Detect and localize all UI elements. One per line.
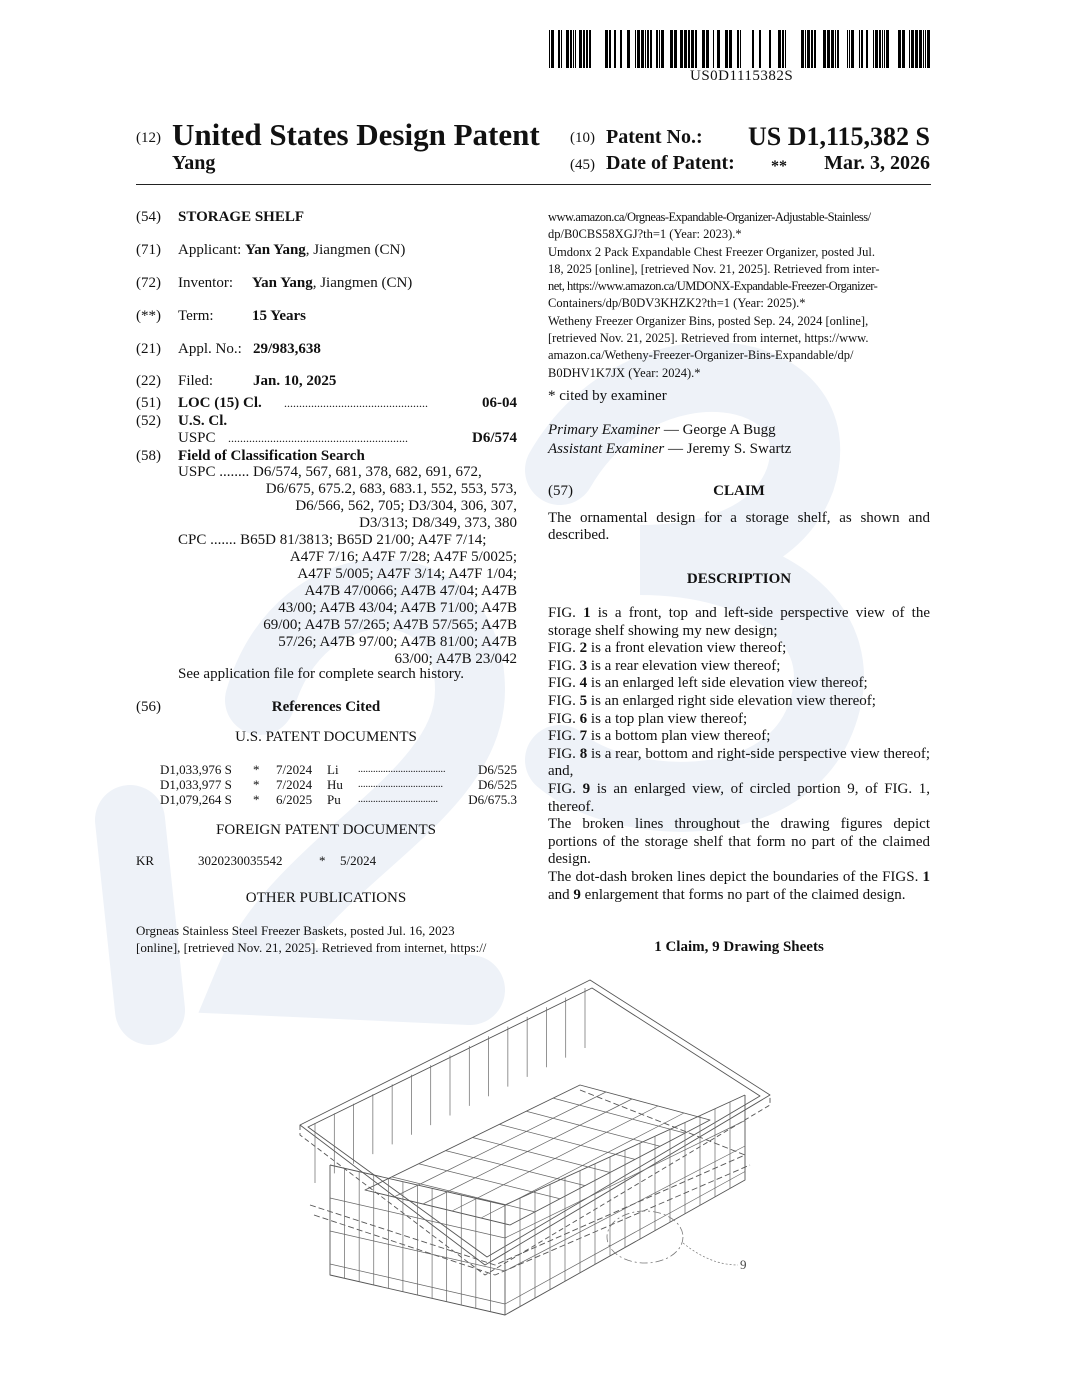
us-doc-class: D6/675.3 — [468, 792, 517, 807]
detail-circle — [607, 1211, 683, 1263]
uspc-value: D6/574 — [472, 430, 517, 446]
kind-code: (12) — [136, 130, 161, 146]
inventor-name: Yan Yang — [252, 275, 313, 291]
fig-text: is an enlarged left side elevation view thereof; — [587, 675, 868, 692]
pub-line-7: Wetheny Freezer Organizer Bins, posted Sep. 24, 2024 [online], — [548, 313, 869, 328]
classification-line: A47B 47/0066; A47B 47/04; A47B — [304, 583, 517, 599]
us-doc-inventor: Li — [327, 762, 339, 777]
us-doc-star: * — [253, 792, 260, 807]
broken-lines-note: The broken lines throughout the drawing figures depict portions of the storage shelf that form no part of the claimed design. — [548, 816, 930, 868]
claim-title: CLAIM — [713, 483, 765, 499]
figure-description — [548, 675, 930, 693]
pub-line-1: www.amazon.ca/Orgneas-Expandable-Organizer-Adjustable-Stainless/ — [548, 210, 871, 224]
detail-callout-label: 9 — [740, 1257, 747, 1272]
us-doc-leader: ................................ — [358, 794, 438, 805]
us-documents-title: U.S. PATENT DOCUMENTS — [235, 729, 417, 745]
claim-text: The ornamental design for a storage shelf, as shown and described. — [548, 510, 930, 543]
fig-prefix: FIG. — [548, 605, 584, 621]
other-line-1: Orgneas Stainless Steel Freezer Baskets, posted Jul. 16, 2023 — [136, 923, 455, 938]
us-doc-number: D1,033,977 S — [160, 777, 232, 792]
us-doc-number: D1,033,976 S — [160, 762, 232, 777]
filed-label: Filed: — [178, 373, 214, 389]
fig-number: 8 — [579, 745, 588, 762]
fig-prefix: FIG. — [548, 745, 580, 762]
classification-line: 57/26; A47B 97/00; A47B 81/00; A47B — [278, 634, 517, 650]
classification-line: A47F 5/005; A47F 3/14; A47F 1/04; — [297, 566, 517, 582]
applicant-label: Applicant: — [178, 242, 242, 258]
dot-dash-text-2: enlargement that forms no part of the claimed design. — [580, 886, 906, 903]
uspc-leader: ............................................................ — [228, 431, 408, 445]
loc-value: 06-04 — [482, 395, 517, 411]
assistant-examiner-label: Assistant Examiner — [548, 441, 665, 457]
figure-description — [548, 728, 930, 746]
fig-prefix: FIG. — [548, 710, 580, 727]
patent-no-code: (10) — [570, 130, 595, 146]
code-58: (58) — [136, 448, 161, 464]
loc-leader: ................................................ — [284, 396, 428, 410]
other-line-2: [online], [retrieved Nov. 21, 2025]. Retrieved from internet, https:// — [136, 940, 487, 955]
references-title: References Cited — [271, 699, 381, 715]
date-of-patent: Mar. 3, 2026 — [824, 152, 930, 174]
pub-line-4: 18, 2025 [online], [retrieved Nov. 21, 2025]. Retrieved from inter- — [548, 261, 880, 276]
inventor-row — [252, 275, 412, 292]
storage-shelf-drawing — [290, 975, 780, 1335]
fig-text: is a top plan view thereof; — [587, 710, 748, 727]
term-label: Term: — [178, 308, 214, 324]
inventor-location: , Jiangmen (CN) — [312, 275, 413, 291]
fig-number: 4 — [579, 675, 588, 692]
assistant-examiner — [548, 441, 791, 458]
classification-line: 43/00; A47B 43/04; A47B 71/00; A47B — [278, 600, 517, 616]
classification-line: USPC ........ D6/574, 567, 681, 378, 682, 691, 672, — [178, 464, 482, 480]
us-doc-inventor: Pu — [327, 792, 341, 807]
code-54: (54) — [136, 209, 161, 225]
foreign-star: * — [319, 853, 326, 868]
appl-number: 29/983,638 — [253, 341, 321, 357]
fig-number: 7 — [579, 728, 588, 745]
pub-line-10: B0DHV1K7JX (Year: 2024).* — [548, 365, 701, 380]
other-publications-title: OTHER PUBLICATIONS — [245, 890, 407, 906]
pub-line-9: amazon.ca/Wetheny-Freezer-Organizer-Bins-Expandable/dp/ — [548, 348, 854, 363]
classification-line: D3/313; D8/349, 373, 380 — [359, 515, 517, 531]
barcode — [549, 30, 931, 68]
fig-text: is an enlarged view, of circled portion 9, of FIG. 1, thereof. — [548, 780, 930, 815]
barcode-number: US0D1115382S — [690, 68, 794, 84]
foreign-country: KR — [136, 853, 155, 868]
description-body — [548, 605, 930, 904]
fig-number: 3 — [579, 657, 588, 674]
classification-line: A47F 7/16; A47F 7/28; A47F 5/0025; — [289, 549, 517, 565]
foreign-number: 3020230035542 — [198, 853, 283, 868]
us-doc-number: D1,079,264 S — [160, 792, 232, 807]
dot-dash-text-1: The dot-dash broken lines depict the boundaries of the FIGS. — [548, 868, 919, 885]
filed-date: Jan. 10, 2025 — [253, 373, 337, 389]
dot-dash-fig-1: 1 — [922, 868, 930, 885]
figure-descriptions — [548, 605, 930, 816]
fig-text: is a front elevation view thereof; — [587, 640, 787, 657]
figure-description — [548, 746, 930, 781]
figure-description — [548, 711, 930, 729]
us-doc-class: D6/525 — [478, 762, 517, 777]
inventor-label: Inventor: — [178, 275, 233, 291]
code-72: (72) — [136, 275, 161, 291]
patent-no-label: Patent No.: — [606, 126, 703, 148]
applicant-row — [178, 242, 405, 259]
pub-line-2: dp/B0CBS58XGJ?th=1 (Year: 2023).* — [548, 227, 742, 242]
us-doc-leader: ................................... — [358, 764, 446, 775]
document-title: United States Design Patent — [172, 117, 540, 152]
applicant-name: Yan Yang — [245, 242, 306, 258]
foreign-date: 5/2024 — [340, 853, 377, 868]
pub-line-8: [retrieved Nov. 21, 2025]. Retrieved from internet, https://www. — [548, 331, 869, 346]
classification-line: D6/566, 562, 705; D3/304, 306, 307, — [295, 498, 517, 514]
fig-number: 5 — [579, 692, 588, 709]
fig-prefix: FIG. — [548, 780, 583, 797]
code-21: (21) — [136, 341, 161, 357]
dot-dash-fig-9: 9 — [573, 886, 581, 903]
primary-examiner-name: — George A Bugg — [663, 422, 776, 438]
detail-leader — [683, 1243, 738, 1265]
fig-prefix: FIG. — [548, 657, 580, 674]
code-71: (71) — [136, 242, 161, 258]
foreign-documents-title: FOREIGN PATENT DOCUMENTS — [215, 822, 437, 838]
assistant-examiner-name: — Jeremy S. Swartz — [668, 441, 792, 457]
dot-dash-and: and — [548, 886, 574, 903]
primary-examiner-label: Primary Examiner — [548, 422, 661, 438]
classification-line: CPC ....... B65D 81/3813; B65D 21/00; A47F 7/14; — [178, 532, 487, 548]
code-22: (22) — [136, 373, 161, 389]
code-term: (**) — [136, 308, 161, 324]
figure-description — [548, 658, 930, 676]
publication-list — [548, 209, 930, 382]
date-marker: ** — [771, 158, 787, 175]
fig-prefix: FIG. — [548, 640, 580, 657]
fig-number: 1 — [583, 605, 591, 621]
us-doc-leader: .................................. — [358, 779, 443, 790]
cited-by-examiner-note: * cited by examiner — [548, 388, 667, 404]
fig-text: is a rear, bottom and right-side perspective view thereof; and, — [548, 745, 930, 780]
code-52: (52) — [136, 413, 161, 429]
header-rule — [136, 184, 931, 185]
description-title: DESCRIPTION — [686, 571, 792, 587]
appl-label: Appl. No.: — [178, 341, 242, 357]
other-publication-1 — [136, 922, 518, 956]
fig-text: is a rear elevation view thereof; — [587, 657, 781, 674]
loc-label: LOC (15) Cl. — [178, 395, 262, 411]
classification-line: D6/675, 675.2, 683, 683.1, 552, 553, 573, — [265, 481, 517, 497]
claims-summary: 1 Claim, 9 Drawing Sheets — [654, 939, 824, 955]
date-label: Date of Patent: — [606, 152, 735, 174]
dot-dash-note — [548, 869, 930, 904]
fig-number: 2 — [579, 640, 588, 657]
figure-description — [548, 640, 930, 658]
us-doc-class: D6/525 — [478, 777, 517, 792]
code-57: (57) — [548, 483, 573, 499]
us-doc-date: 7/2024 — [276, 762, 313, 777]
classification-line: 63/00; A47B 23/042 — [394, 651, 517, 667]
us-doc-star: * — [253, 777, 260, 792]
date-code: (45) — [570, 157, 595, 173]
code-51: (51) — [136, 395, 161, 411]
uspc-label: USPC — [178, 430, 216, 446]
fig-prefix: FIG. — [548, 675, 580, 692]
figure-description — [548, 781, 930, 816]
uscl-label: U.S. Cl. — [178, 413, 228, 429]
pub-line-6: Containers/dp/B0DV3KHZK2?th=1 (Year: 2025).* — [548, 296, 806, 311]
figure-description — [548, 605, 930, 640]
us-doc-star: * — [253, 762, 260, 777]
inventor-surname: Yang — [172, 152, 216, 174]
fig-number: 6 — [579, 710, 588, 727]
patent-number: US D1,115,382 S — [747, 122, 930, 151]
fig-text: is an enlarged right side elevation view thereof; — [587, 692, 876, 709]
fig-prefix: FIG. — [548, 692, 580, 709]
primary-examiner — [548, 422, 776, 439]
fig-text: is a front, top and left-side perspective view of the storage shelf showing my new design; — [548, 605, 931, 639]
classification-line: 69/00; A47B 57/265; A47B 57/565; A47B — [263, 617, 517, 633]
us-doc-inventor: Hu — [327, 777, 343, 792]
pub-line-5: net, https://www.amazon.ca/UMDONX-Expandable-Freezer-Organizer- — [548, 279, 878, 294]
applicant-location: , Jiangmen (CN) — [305, 242, 406, 258]
fig-prefix: FIG. — [548, 728, 580, 745]
fig-number: 9 — [582, 780, 591, 797]
figure-description — [548, 693, 930, 711]
term-value: 15 Years — [252, 308, 307, 324]
us-doc-date: 6/2025 — [276, 792, 313, 807]
code-56: (56) — [136, 699, 161, 715]
field-search-label: Field of Classification Search — [178, 448, 365, 464]
design-title: STORAGE SHELF — [178, 209, 305, 225]
search-history-note: See application file for complete search history. — [178, 666, 465, 682]
fig-text: is a bottom plan view thereof; — [587, 728, 771, 745]
us-doc-date: 7/2024 — [276, 777, 313, 792]
pub-line-3: Umdonx 2 Pack Expandable Chest Freezer Organizer, posted Jul. — [548, 244, 875, 259]
